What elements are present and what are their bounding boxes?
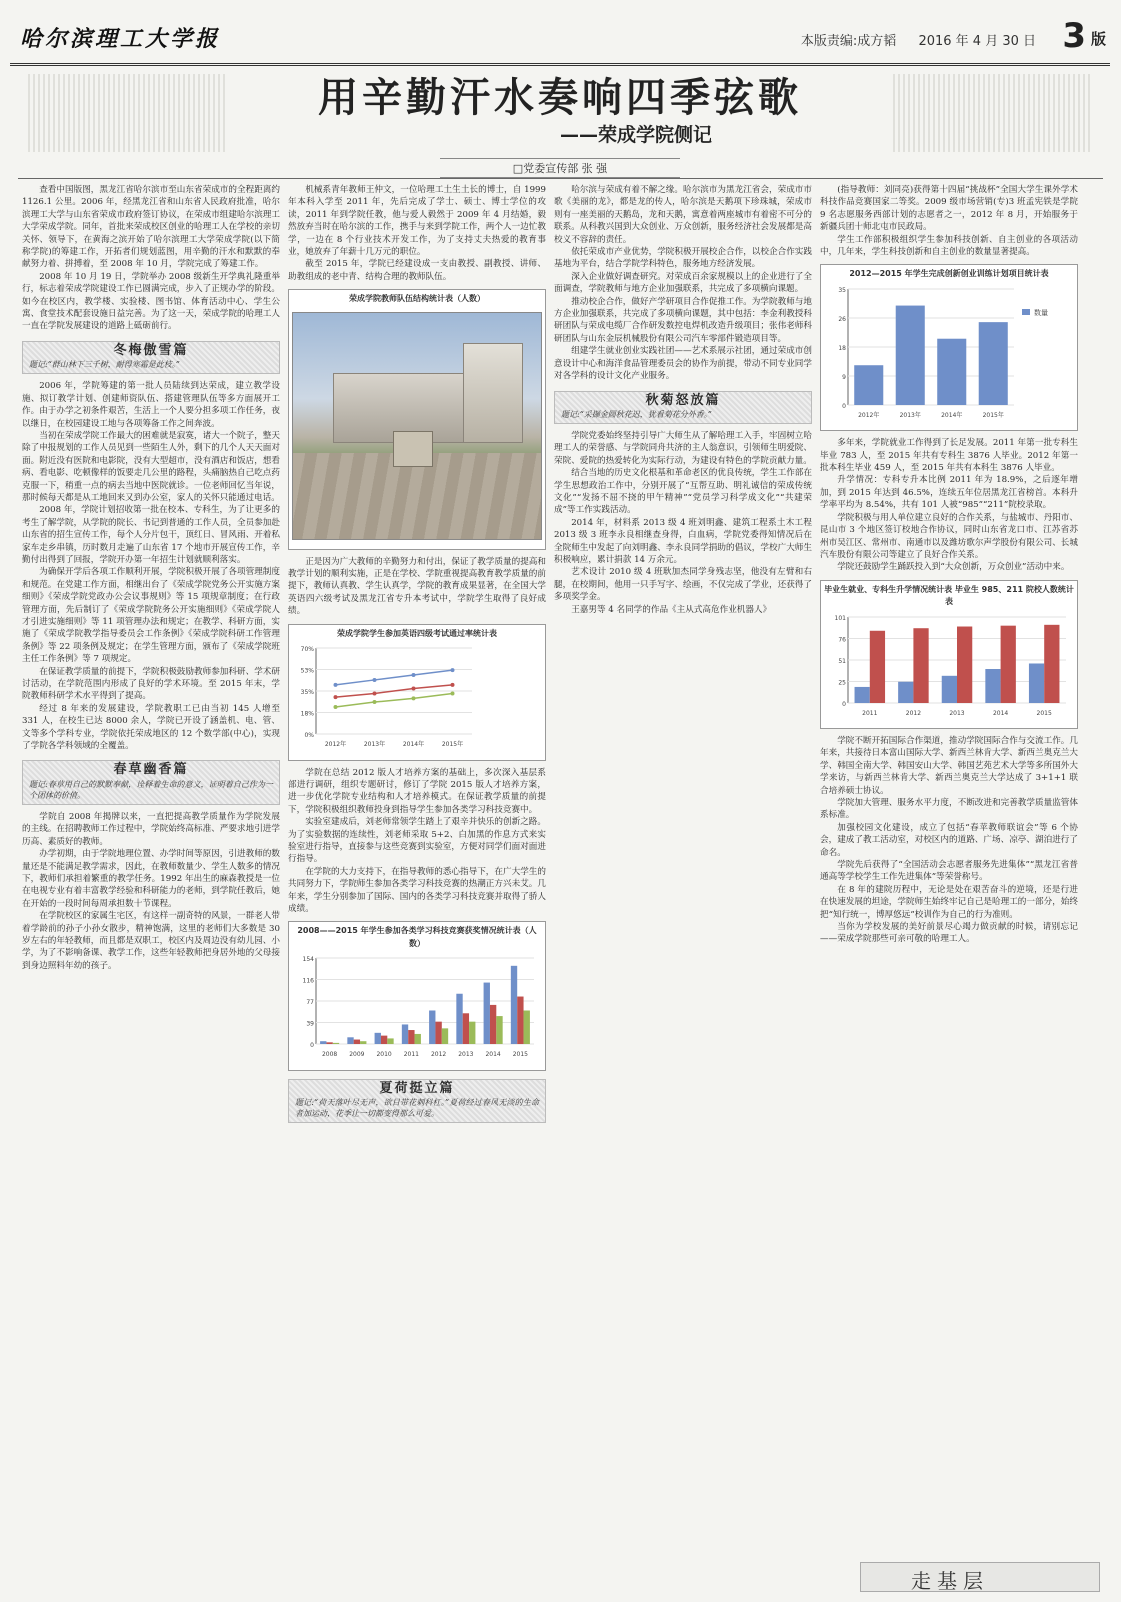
paragraph: 2008 年 10 月 19 日，学院举办 2008 级新生开学典礼隆重举行，标志着荣成学院建设工作已圆满完成，步入了正规办学的阶段。如今在校区内，教学楼、实验楼、图书馆、体育活动中心、学生公寓、食堂技术配套设施日益完善。为了这一天，荣成学院的哈理工人一直在学院发展建设的道路上砥砺前行。 [22,271,280,332]
x-tick-label: 2014 [485,1051,501,1059]
paragraph: 结合当地的历史文化根基和革命老区的优良传统，学生工作部在学生思想政治工作中，分别开展了“互帮互助、明礼诚信的荣成传统文化”“发扬不屈不挠的甲午精神”“党员学习科学成文化”“共建荣成”等工作实践活动。 [554,468,812,516]
bar-chart [824,283,1074,423]
x-tick-label: 2012 [905,709,922,717]
bar [937,339,966,405]
paragraph: 2008 年，学院计划招收第一批在校本、专科生，为了让更多的考生了解学院，从学院的院长、书记到普通的工作人员，全员参加赴山东省的招生宣传工作，每个人分片包干，顶红日、冒风雨、开着私家车走乡串镇，历时数月走遍了山东省 17 个地市开展宣传工作，辛勤付出得到了回报，学院开办第一年招生计划就顺利落实。 [22,505,280,565]
paragraph: 当你为学校发展的美好前景尽心竭力做贡献的时候，请别忘记——荣成学院那些可亲可敬的哈理工人。 [820,922,1078,945]
bar [463,1013,469,1044]
x-tick-label: 2010 [376,1051,392,1059]
paragraph: 加强校园文化建设，成立了包括“春苹教师联谊会”等 6 个协会，建成了教工活动室，对校区内的道路、广场、凉亭、湖泊进行了命名。 [820,822,1078,858]
section-epigraph: 题记:“荷天落叶尽无声，欲目带花刺科杠。”夏荷经过春风无淡的生命者加运动，花季让一切都变得那么可爱。 [295,1098,539,1118]
figure-title: 2008——2015 年学生参加各类学习科技竞赛获奖情况统计表（人数） [297,926,537,948]
column-3 [554,184,812,1594]
subheadline: ——荣成学院侧记 [560,124,713,146]
paper-name: 哈尔滨理工大学报 [20,26,221,52]
section-header [554,391,812,424]
x-tick-label: 2013 [949,709,965,717]
data-point [451,692,455,696]
data-point [412,696,416,700]
bar [375,1033,381,1044]
paragraph: 学院积极与用人单位建立良好的合作关系，与盐城市、丹阳市、昆山市 3 个地区签订校地合作协议，同时山东省龙口市、江苏省苏州市吴江区、常州市、南通市以及潍坊歌尔声学股份有限公司、长城汽车股份有限公司等建立了良好合作关系。 [820,512,1078,560]
figure-competition-chart [288,921,546,1070]
bar [855,686,870,702]
y-tick-label: 0 [842,700,846,708]
x-tick-label: 2012年 [324,741,347,749]
section-title: 夏荷挺立篇 [379,1080,455,1096]
bar [1001,625,1016,702]
paragraph: 截至 2015 年，学院已经建设成一支由教授、副教授、讲师、助教组成的老中青、结构合理的教师队伍。 [288,259,546,282]
data-point [373,692,377,696]
editor-credit: 本版责编:成方韬 [800,34,897,49]
series-line [336,670,453,685]
figure-teacher-structure [288,289,546,549]
bar [854,365,883,405]
y-tick-label: 25 [838,679,846,687]
x-tick-label: 2013 [458,1051,474,1059]
figure-title: 荣成学院学生参加英语四级考试通过率统计表 [337,628,497,638]
paragraph: 学院党委始终坚持引导广大师生从了解哈理工入手，牢固树立哈理工人的荣誉感、与学院同舟共济的主人翁意识，引领师生明爱院、荣院、爱院的热爱转化为实际行动，为建设有特色的学院贡献力量。 [554,430,812,466]
byline: □党委宣传部 张 强 [440,158,680,178]
masthead-meta [783,30,1036,49]
bar [442,1029,448,1045]
y-tick-label: 76 [838,636,846,644]
paragraph: 学院先后获得了“全国活动会志愿者服务先进集体”“黑龙江省普通高等学校学生工作先进集体”等荣誉称号。 [820,860,1078,883]
x-tick-label: 2011 [403,1051,420,1059]
y-tick-label: 18% [300,710,314,718]
data-point [451,668,455,672]
bar [347,1037,353,1044]
paragraph: 在学院校区的家属生宅区，有这样一副奇特的风景，一群老人带着学龄前的孙子小孙女散步，精神饱满，这里的老师们大多数是 30 岁左右的年轻教师，而且都是双职工，校区内及周边没有幼儿园、小学，为了不影响备课、教学工作，这些年轻教师把身居外地的父母接到身边照料年幼的孩子。 [22,911,280,971]
section-epigraph: 题记:春草用自己的默默奉献，诠释着生命的意义，证明着自己作为一个团体的价值。 [29,779,273,800]
bar [524,1011,530,1045]
y-tick-label: 35 [838,286,846,294]
figure-innovation-chart [820,264,1078,431]
paragraph: 深入企业做好调查研究。对荣成百余家规模以上的企业进行了全面调查，学院教师与地方企业加强联系，共完成了多项横向课题。 [554,271,812,295]
section-header [288,1079,546,1123]
x-tick-label: 2013年 [899,411,921,419]
x-tick-label: 2015年 [982,411,1004,419]
paragraph: 学生工作部积极组织学生参加科技创新、自主创业的各项活动中，几年来，学生科技创新和自主创业的数量显著提高。 [820,234,1078,258]
x-tick-label: 2009 [349,1051,365,1059]
section-title: 冬梅傲雪篇 [113,342,189,358]
x-tick-label: 2014 [992,709,1009,717]
monument-shape [393,431,433,467]
bar [333,1043,339,1044]
paragraph: 查看中国版图，黑龙江省哈尔滨市至山东省荣成市的全程距离约 1126.1 公里。2006 年，经黑龙江省和山东省人民政府批准，哈尔滨理工大学与山东省荣成市政府签订协议，在荣成市组建哈尔滨理工大学荣成学院。同年，首批来荣成校区创业的哈理工人在学校的亲切关怀、领导下，在黄海之滨开始了哈尔滨理工大学荣成学院(以下简称学院)的筹建工作，开拓者们规划蓝图，用辛勤的汗水和默默的奉献努力着、拼搏着，至 2008 年 10 月，学院完成了筹建工作。 [22,185,280,270]
paragraph: 在学院的大力支持下，在指导教师的悉心指导下，在广大学生的共同努力下，学院师生参加各类学习科技竞赛的热潮正方兴未艾。几年来，学生分别参加了国际、国内的各类学习科技竞赛并取得了骄人成绩。 [288,866,546,914]
bar [985,669,1000,703]
bar [898,681,913,702]
column-4 [820,184,1078,1554]
paragraph: (指导教师：刘同亮)获得第十四届“挑战杯”全国大学生课外学术科技作品竞赛国家二等奖。2009 级市场营销(专)3 班孟宪铁是学院 9 名志愿服务西部计划的志愿者之一，2012 年 8 月，开始服务于新疆兵团十师北屯市民政局。 [820,185,1078,233]
decorative-pattern-left [28,74,228,152]
page-unit: 版 [1090,30,1106,48]
y-tick-label: 116 [302,977,314,985]
y-tick-label: 18 [838,344,846,352]
section-header [22,760,280,804]
bar [354,1040,360,1044]
x-tick-label: 2015 [1036,709,1052,717]
bar [896,305,925,404]
footer-badge-text: 走基层 [911,1569,989,1593]
paragraph: 学院还鼓励学生踊跃投入到“大众创新，万众创业”活动中来。 [837,562,1070,573]
bar-chart [824,611,1074,721]
y-tick-label: 101 [834,614,846,622]
paragraph: 实验室建成后，刘老师常领学生踏上了艰辛并快乐的创新之路。为了实验数据的连续性，刘老师采取 5+2、白加黑的作息方式来实验室进行指导，直接参与这些竞赛到实验室，方便对同学们面对面进行指导。 [288,817,546,865]
bar [870,630,885,702]
x-tick-label: 2013年 [363,741,386,749]
bar [1029,663,1044,703]
data-point [334,695,338,699]
paragraph: 学院在总结 2012 版人才培养方案的基础上，多次深入基层系部进行调研，组织专题研讨，修订了学院 2015 版人才培养方案，进一步优化学院专业结构和人才培养模式。在保证教学质量的前提下，学院积极组织教师投身到指导学生参加各类学习科技竞赛中。 [288,767,546,815]
figure-title: 荣成学院教师队伍结构统计表（人数） [349,294,485,304]
y-tick-label: 77 [306,999,314,1007]
issue-date: 2016 年 4 月 30 日 [918,34,1036,49]
bar [942,675,957,702]
bar [511,966,517,1044]
x-tick-label: 2014年 [402,741,425,749]
x-tick-label: 2008 [321,1051,338,1059]
data-point [451,683,455,687]
section-epigraph: 题记:“采撷金圆秋花迟，犹看菊花分外香。” [561,409,712,419]
figure-cet4-chart [288,624,546,761]
paragraph: 学院不断开拓国际合作渠道，推动学院国际合作与交流工作。几年来，共接待日本富山国际大学、新西兰林肯大学、新西兰奥克兰大学、韩国全南大学、韩国安山大学、韩国艺苑艺术大学等多所国外大学来访，与新西兰林肯大学、新西兰奥克兰大学达成了 3+1+1 联合培养硕士协议。 [820,735,1078,796]
paragraph: 当初在荣成学院工作最大的困难就是寂寞，诸大一个院子，整天除了申报规划的工作人员见到一些陌生人外，剩下的几个人天天面对面。附近没有医院和电影院，没有大型超市，没有酒店和饭店，想看病、看电影、吃顿像样的饭要走几公里的路程，头痛脑热自己吃点药克服一下，稍重一点的病去当地中医院就诊。一位老师回忆当年说，那时候每天都是从工地回来又到办公室，家人的关怀只能通过电话。 [22,430,280,503]
paragraph: 学院自 2008 年揭牌以来，一直把提高教学质量作为学院发展的主线。在招聘教师工作过程中，学院始终高标准、严要求地引进学历高、素质好的教师。 [22,811,280,847]
paragraph: 2006 年，学院筹建的第一批人员陆续到达荣成，建立教学设施、拟订教学计划、创建师资队伍、搭建管理队伍等多方面展开工作。由于办学之初条件艰苦，生活上一个人要分担多项工作任务，夜以继日，在校园建设工地与各项筹备工作之间奔波。 [22,381,280,429]
y-tick-label: 0 [842,402,846,410]
bar-chart [292,952,542,1062]
x-tick-label: 2015 [512,1051,529,1059]
campus-photo [292,312,542,540]
paragraph: 王嘉男等 4 名同学的作品《主从式高危作业机器人》 [571,604,772,615]
bar [429,1011,435,1045]
bar [320,1041,326,1044]
bar [456,994,462,1044]
data-point [373,700,377,704]
section-epigraph: 题记:“群山林下三千树，耐得寒霜是此枝。” [29,360,180,370]
paragraph: 为确保开学后各项工作顺利开展，学院积极开展了各项管理制度和规范。在党建工作方面，相继出台了《荣成学院党务公开实施方案细则》《荣成学院党政办公会议事规则》等 15 项规章制度；在行政管理方面，先后制订了《荣成学院院务公开实施细则》《荣成学院人才引进实施细则》等 11 项管理办法和规定；在教学、科研方面，实施了《荣成学院教学指导委员会工作条例》《荣成学院科研工作管理条例》等 22 项条例及规定；在学生管理方面，颁布了《荣成学院班主任工作条例》等 7 项规定。 [22,567,280,665]
bar [517,997,523,1044]
bar [415,1034,421,1044]
y-tick-label: 9 [842,373,846,381]
page-number: 3 [1062,16,1086,56]
figure-employment-chart [820,580,1078,729]
line-chart [292,642,542,752]
bar [326,1043,332,1045]
y-tick-label: 51 [838,657,846,665]
paragraph: 依托荣成市产业优势，学院积极开展校企合作，以校企合作实践基地为平台，结合学院学科特色，服务地方经济发展。 [554,247,812,270]
legend-swatch [1022,309,1030,315]
masthead [10,8,1110,66]
bar [913,628,928,703]
y-tick-label: 0% [304,732,314,740]
bar [435,1022,441,1044]
paragraph: 机械系青年教师王仲文，一位哈理工土生土长的博士，自 1999 年本科入学至 2011 年，先后完成了学士、硕士、博士学位的攻读，2011 年到学院任教，他与爱人毅然于 2009 年 4 月结婚，毅然放弃当时在哈尔滨的工作，携手与来到学院工作，两个人一边忙教学，一边在 8 个行业技术开发工作，为了支持丈夫热爱的教育事业，她放弃了年薪十几万元的职位。 [288,185,546,258]
paragraph: 在保证教学质量的前提下，学院积极鼓励教师参加科研、学术研讨活动，在学院范围内形成了良好的学术环境。至 2015 年末，学院教师科研学术水平得到了提高。 [22,666,280,702]
paragraph: 正是因为广大教师的辛勤努力和付出，保证了教学质量的提高和教学计划的顺利实施，正是在学校、学院重视提高教育教学质量的前提下，教师认真教、学生认真学，学院的教育成果显著，在全国大学英语四六级考试及黑龙江省专升本考试中，学院学生取得了良好成绩。 [288,556,546,617]
legend-label: 数量 [1034,308,1048,317]
bar [387,1039,393,1045]
data-point [412,687,416,691]
bar [957,626,972,702]
bar [496,1016,502,1044]
x-tick-label: 2015年 [441,741,464,749]
y-tick-label: 154 [302,956,314,964]
paragraph: 2014 年，材料系 2013 级 4 班刘明鑫、建筑工程系土木工程 2013 级 3 班李永良相继查身得，白血病，学院党委得知情况后在全院师生中发起了向刘明鑫、李永良同学捐助的倡议，学校广大师生积极响应，累计捐款 14 万余元。 [554,517,812,565]
bar [490,1005,496,1044]
y-tick-label: 53% [300,667,314,675]
y-tick-label: 35% [300,689,314,697]
headline: 用辛勤汗水奏响四季弦歌 [318,75,802,121]
bar [402,1025,408,1045]
paragraph: 在 8 年的建院历程中，无论是处在艰苦奋斗的逆境，还是行进在快速发展的坦途，学院师生始终牢记自己是哈理工的一部分，始终把“知行统一，博厚悠远”校训作为自己的行为准则。 [820,884,1078,920]
y-tick-label: 70% [300,646,314,654]
y-tick-label: 0 [310,1042,314,1050]
figure-title: 2012—2015 年学生完成创新创业训练计划项目统计表 [849,269,1049,279]
paragraph: 哈尔滨与荣成有着不解之缘。哈尔滨市为黑龙江省会，荣成市市歌《美丽的龙》，都是龙的传人，哈尔滨是天鹅项下珍珠城，荣成市则有一座美丽的天鹅岛，龙和天鹅，寓意着两座城市有着密不可分的联系。从科教兴国到大众创业、万众创新，服务经济社会发展都是高校义不容辞的责任。 [554,185,812,245]
paragraph: 组建学生就业创业实践社团——艺术系展示社团，通过荣成市创意设计中心和海洋食品管理委员会的协作为前提，带动不同专业同学对各学科的设计文化产业服务。 [554,346,812,382]
bar [1044,624,1059,702]
bar [979,322,1008,405]
x-tick-label: 2012 [430,1051,447,1059]
data-point [334,705,338,709]
paragraph: 艺术设计 2010 级 4 班耿加杰同学身残志坚，他没有左臂和右腿，在校期间，他用一只手写字、绘画，不仅完成了学业，还获得了多项奖学金。 [554,567,812,603]
paragraph: 经过 8 年来的发展建设，学院教职工已由当初 145 人增至 331 人，在校生已达 8000 余人，学院已开设了涵盖机、电、管、文等多个学科专业，学院依托荣成地区的 12 个数学部(中心)，实现了学院各学科领域的全覆盖。 [22,703,280,752]
bar [484,983,490,1044]
column-1 [22,184,280,1594]
data-point [373,678,377,682]
section-title: 秋菊怒放篇 [645,392,721,408]
building-shape [463,343,523,443]
data-point [412,673,416,677]
x-tick-label: 2012年 [858,411,880,419]
column-2 [288,184,546,1594]
bar [408,1030,414,1044]
bar [469,1022,475,1044]
paragraph: 升学情况：专科专升本比例 2011 年为 18.9%，之后逐年增加，到 2015 年达到 46.5%，连续五年位居黑龙江省榜首。本科升学率平均为 8.54%，共有 101 人被“985”“211”院校录取。 [820,475,1078,511]
data-point [334,683,338,687]
x-tick-label: 2011 [862,709,878,717]
y-tick-label: 39 [306,1020,314,1028]
paragraph: 学院加大管理、服务水平力度，不断改进和完善教学质量监管体系标准。 [820,797,1078,821]
y-tick-label: 26 [838,315,846,323]
section-title: 春草幽香篇 [113,762,189,778]
paragraph: 推动校企合作，做好产学研项目合作促推工作。为学院教师与地方企业加强联系，共完成了多项横向课题，其中包括：李金利教授科研团队与荣成电缆厂合作研发数控电焊机改造升级项目；张伟老师科研团队与山东金辰机械股份有限公司汽车零部件锻造项目等。 [554,296,812,344]
divider [18,178,1103,179]
section-header [22,341,280,374]
figure-title: 毕业生就业、专科生升学情况统计表 毕业生 985、211 院校人数统计表 [824,584,1074,607]
paragraph: 办学初期，由于学院地理位置、办学时间等原因，引进教师的数量还是不能满足教学需求，因此，在教师数量少、学生人数多的情况下，教师们承担着繁重的教学任务。1992 年出生的麻森教授是一位在电视专业有着丰富教学经验和科研能力的老师，到学院任教后，她在开始的一段时间每周承担数十节课程。 [22,849,280,909]
paragraph: 多年来，学院就业工作得到了长足发展。2011 年第一批专科生毕业 783 人，至 2015 年共有专科生 3876 人毕业。2012 年第一批本科生毕业 459 人，至 2015 年共有本科生 3876 人毕业。 [820,438,1078,474]
footer-badge [860,1562,1100,1592]
decorative-pattern-right [893,74,1093,152]
x-tick-label: 2014年 [941,411,963,419]
bar [381,1036,387,1044]
bar [360,1041,366,1044]
